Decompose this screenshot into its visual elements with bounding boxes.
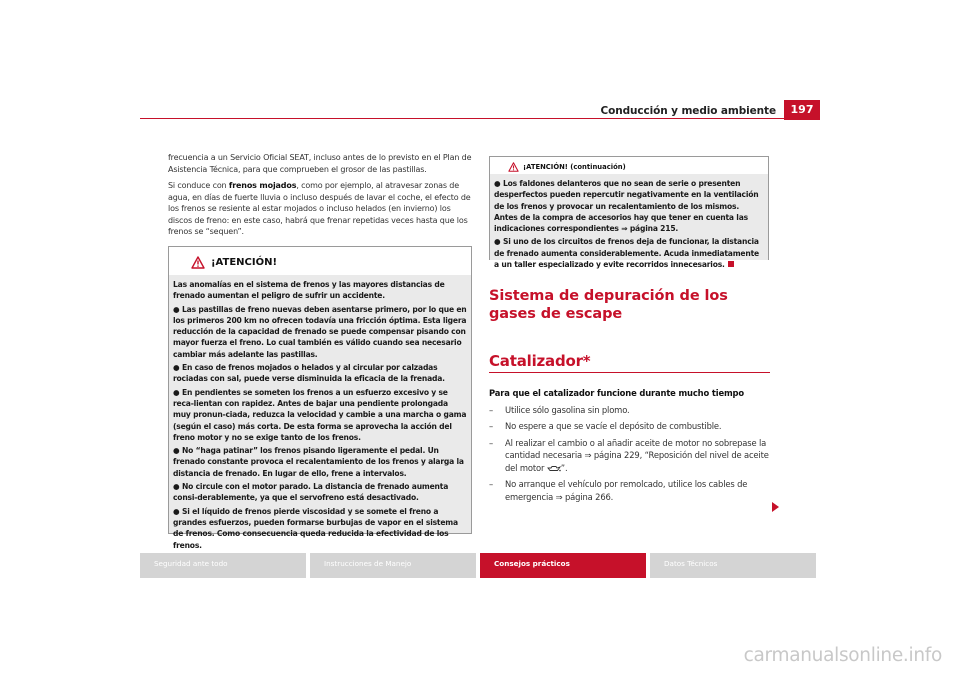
warning-bullet: ● No “haga patinar” los frenos pisando ligeramente el pedal. Un frenado constante provoca el recalentamiento de los frenos y alarga la distancia de frenado. En lugar de ello, frene a intervalos. xyxy=(173,446,464,478)
continue-arrow-icon xyxy=(772,502,779,512)
subsection-rule xyxy=(489,372,770,373)
watermark: carmanualsonline.info xyxy=(743,645,942,666)
instruction-step: – No espere a que se vacíe el depósito de combustible. xyxy=(489,421,722,431)
tab-datos[interactable]: Datos Técnicos xyxy=(650,553,816,578)
warning-intro: Las anomalías en el sistema de frenos y las mayores distancias de frenado aumentan el peligro de sufrir un accidente. xyxy=(173,280,445,301)
bold-term: frenos mojados xyxy=(228,181,297,190)
page-number: 197 xyxy=(784,100,820,120)
warning-bullet: ● Las pastillas de freno nuevas deben asentarse primero, por lo que en los primeros 200 km no ofrecen todavía una fricción óptima. Esta ligera reducción de la capacidad de frenado se puede compensar pisando con mayor fuerza el freno. Lo cual también es válido cuando sea necesario cambiar más adelante las pastillas. xyxy=(173,304,467,359)
warning-bullet: ● Si el líquido de frenos pierde viscosidad y se somete el freno a grandes esfuerzos, pueden formarse burbujas de vapor en el sistema de frenos. Como consecuencia queda reducida la efectividad de los frenos. xyxy=(173,506,458,550)
warning-bullet: ● Si uno de los circuitos de frenos deja de funcionar, la distancia de frenado aumenta considerablemente. Acuda inmediatamente a un taller especializado y evite recorridos innecesarios. xyxy=(494,237,759,270)
warning-body xyxy=(490,174,768,270)
section-heading: Sistema de depuración de los gases de escape xyxy=(489,288,728,322)
bullet-icon: ● xyxy=(173,387,180,397)
bullet-icon: ● xyxy=(173,363,180,373)
instruction-step: – No arranque el vehículo por remolcado, utilice los cables de emergencia ⇒ página 266. xyxy=(489,479,748,502)
warning-bullet: ● No circule con el motor parado. La distancia de frenado aumenta consi-derablemente, ya que el servofreno está desactivado. xyxy=(173,482,449,503)
warning-continuation-box xyxy=(489,156,769,270)
bullet-icon: ● xyxy=(173,304,180,314)
warning-box xyxy=(168,246,472,550)
warning-bullet: ● En pendientes se someten los frenos a un esfuerzo excesivo y se reca-lientan con rapidez. Antes de bajar una pendiente prolongada muy pronun-ciada, reduzca la velocidad y cambie a una marcha o gama (según el caso) más corta. De esta forma se aprovecha la acción del freno motor y no se exige tanto de los frenos. xyxy=(173,387,467,442)
warning-title: ¡ATENCIÓN! (continuación) xyxy=(523,162,626,171)
warning-body xyxy=(169,275,471,550)
tab-consejos[interactable]: Consejos prácticos xyxy=(480,553,646,578)
warning-triangle-icon xyxy=(508,162,519,172)
header-rule xyxy=(140,118,820,119)
instruction-step: – Utilice sólo gasolina sin plomo. xyxy=(489,404,630,415)
bullet-icon: ● xyxy=(494,237,501,247)
oil-can-icon xyxy=(547,465,561,472)
paragraph: frecuencia a un Servicio Oficial SEAT, incluso antes de lo previsto en el Plan de Asistencia Técnica, para que comprueben el grosor de las pastillas. xyxy=(168,153,472,174)
tab-instrucciones[interactable]: Instrucciones de Manejo xyxy=(310,553,476,578)
end-square-icon xyxy=(728,261,734,267)
warning-triangle-icon xyxy=(191,256,205,269)
running-header: Conducción y medio ambiente xyxy=(600,105,776,117)
warning-bullet: ● En caso de frenos mojados o helados y al circular por calzadas rociadas con sal, puede verse disminuida la eficacia de la frenada. xyxy=(173,363,445,384)
warning-header xyxy=(169,247,471,275)
tab-seguridad[interactable]: Seguridad ante todo xyxy=(140,553,306,578)
paragraph-wet-brakes: Si conduce con frenos mojados, como por ejemplo, al atravesar zonas de agua, en días de fuerte lluvia o incluso después de lavar el coche, el efecto de los frenos se resiente al estar mojados o incluso helados (en invierno) los discos de freno: en este caso, habrá que frenar repetidas veces hasta que los frenos se “sequen”. xyxy=(168,181,471,236)
instruction-step: – Al realizar el cambio o al añadir aceite de motor no sobrepase la cantidad necesaria ⇒ página 229, “Reposición del nivel de aceite del motor ”. xyxy=(489,437,769,473)
instructions xyxy=(489,387,774,507)
left-column xyxy=(168,152,472,243)
bullet-icon: ● xyxy=(173,506,180,516)
warning-bullet: ● Los faldones delanteros que no sean de serie o presenten desperfectos pueden repercutir negativamente en la ventilación de los frenos y provocar un recalentamiento de los mismos. Antes de la compra de accesorios hay que tener en cuenta las indicaciones correspondientes ⇒ página 215. xyxy=(494,179,759,234)
page-reference-link[interactable]: página 215. xyxy=(629,224,679,234)
bullet-icon: ● xyxy=(173,482,180,492)
bullet-icon: ● xyxy=(494,179,501,188)
bullet-icon: ● xyxy=(173,446,180,456)
warning-header xyxy=(490,157,768,174)
instructions-heading: Para que el catalizador funcione durante mucho tiempo xyxy=(489,388,744,398)
subsection-heading: Catalizador* xyxy=(489,352,591,370)
warning-title: ¡ATENCIÓN! xyxy=(211,256,278,268)
